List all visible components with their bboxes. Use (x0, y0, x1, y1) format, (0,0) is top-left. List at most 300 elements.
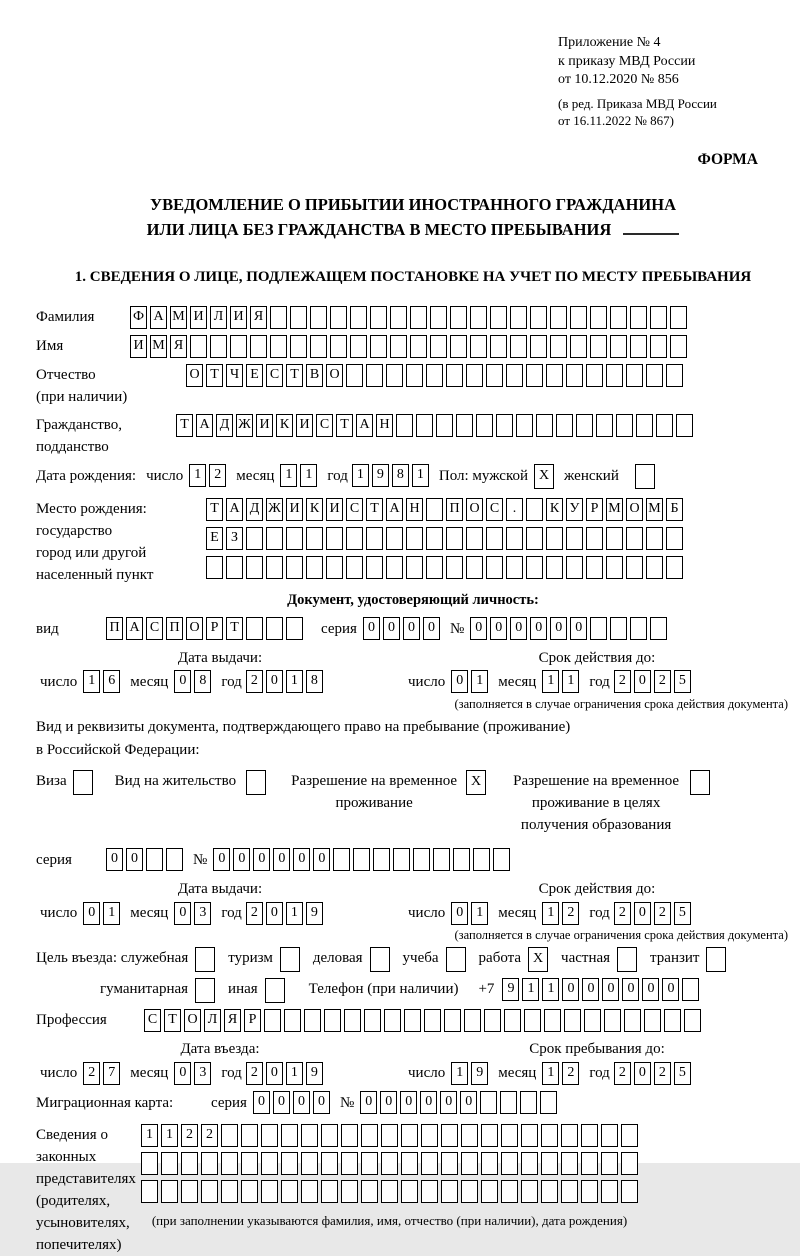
representative-cell[interactable] (421, 1124, 438, 1147)
birthplace-cell[interactable]: О (626, 498, 643, 521)
representative-cell[interactable] (541, 1180, 558, 1203)
birthplace-cell[interactable] (586, 556, 603, 579)
surname-cell[interactable] (290, 306, 307, 329)
birthplace-cell[interactable] (406, 527, 423, 550)
patronymic-cell[interactable]: Е (246, 364, 263, 387)
surname-cell[interactable] (470, 306, 487, 329)
birthplace-cell[interactable]: М (646, 498, 663, 521)
permit-number-cell[interactable]: 0 (233, 848, 250, 871)
patronymic-cell[interactable] (386, 364, 403, 387)
birthplace-cell[interactable]: С (346, 498, 363, 521)
permit-issue-year-cell[interactable]: 2 (246, 902, 263, 925)
sex-female-checkbox[interactable] (635, 464, 655, 489)
representative-cell[interactable] (401, 1180, 418, 1203)
birthplace-cell[interactable]: Т (206, 498, 223, 521)
migration-card-series-cell[interactable]: 0 (293, 1091, 310, 1114)
citizenship-cell[interactable] (456, 414, 473, 437)
birthplace-cell[interactable] (626, 527, 643, 550)
profession-cell[interactable] (584, 1009, 601, 1032)
permit-valid-month-cell[interactable]: 2 (562, 902, 579, 925)
birthplace-cell[interactable] (246, 556, 263, 579)
birthplace-cell[interactable]: А (386, 498, 403, 521)
permit-issue-year-cell[interactable]: 9 (306, 902, 323, 925)
patronymic-cell[interactable]: Ч (226, 364, 243, 387)
profession-cell[interactable] (384, 1009, 401, 1032)
surname-cell[interactable] (650, 306, 667, 329)
sex-male-checkbox[interactable]: X (534, 464, 554, 489)
patronymic-cell[interactable] (526, 364, 543, 387)
phone-cell[interactable]: 9 (502, 978, 519, 1001)
birthplace-cell[interactable] (206, 556, 223, 579)
representative-cell[interactable] (221, 1124, 238, 1147)
surname-cell[interactable] (430, 306, 447, 329)
citizenship-cell[interactable]: К (276, 414, 293, 437)
representative-cell[interactable]: 1 (161, 1124, 178, 1147)
birthplace-cell[interactable] (426, 527, 443, 550)
given-name-cell[interactable] (650, 335, 667, 358)
given-name-cell[interactable] (550, 335, 567, 358)
id-type-cell[interactable] (246, 617, 263, 640)
surname-cell[interactable] (590, 306, 607, 329)
given-name-cell[interactable] (510, 335, 527, 358)
representative-cell[interactable] (441, 1124, 458, 1147)
permit-valid-day-cell[interactable]: 0 (451, 902, 468, 925)
profession-cell[interactable] (404, 1009, 421, 1032)
id-number-cell[interactable]: 0 (510, 617, 527, 640)
birthplace-cell[interactable]: П (446, 498, 463, 521)
patronymic-cell[interactable] (366, 364, 383, 387)
birthplace-cell[interactable] (526, 556, 543, 579)
given-name-cell[interactable] (530, 335, 547, 358)
id-series-cell[interactable]: 0 (403, 617, 420, 640)
permit-number-cell[interactable]: 0 (273, 848, 290, 871)
profession-cell[interactable] (284, 1009, 301, 1032)
birthplace-cell[interactable] (266, 527, 283, 550)
migration-card-number-cell[interactable]: 0 (460, 1091, 477, 1114)
birth-year-cell[interactable]: 1 (412, 464, 429, 487)
representative-cell[interactable] (461, 1124, 478, 1147)
representative-cell[interactable] (441, 1152, 458, 1175)
id-valid-year-cell[interactable]: 0 (634, 670, 651, 693)
phone-cell[interactable]: 1 (542, 978, 559, 1001)
migration-card-number-cell[interactable]: 0 (380, 1091, 397, 1114)
birthplace-cell[interactable] (366, 527, 383, 550)
permit-issue-month-cell[interactable]: 3 (194, 902, 211, 925)
id-series-cell[interactable]: 0 (423, 617, 440, 640)
id-number-cell[interactable] (630, 617, 647, 640)
representative-cell[interactable] (601, 1180, 618, 1203)
permit-number-cell[interactable]: 0 (213, 848, 230, 871)
representative-cell[interactable] (481, 1152, 498, 1175)
surname-cell[interactable] (450, 306, 467, 329)
permit-number-cell[interactable] (473, 848, 490, 871)
surname-cell[interactable]: Ф (130, 306, 147, 329)
id-valid-month-cell[interactable]: 1 (562, 670, 579, 693)
birthplace-cell[interactable] (426, 556, 443, 579)
representative-cell[interactable] (181, 1180, 198, 1203)
representative-cell[interactable] (261, 1124, 278, 1147)
citizenship-cell[interactable]: А (196, 414, 213, 437)
representative-cell[interactable] (341, 1180, 358, 1203)
birthplace-cell[interactable] (506, 556, 523, 579)
representative-cell[interactable] (141, 1180, 158, 1203)
representative-cell[interactable] (161, 1152, 178, 1175)
id-series-cell[interactable]: 0 (383, 617, 400, 640)
citizenship-cell[interactable] (536, 414, 553, 437)
birth-day-cell[interactable]: 2 (209, 464, 226, 487)
birthplace-cell[interactable]: О (466, 498, 483, 521)
citizenship-cell[interactable] (576, 414, 593, 437)
profession-cell[interactable]: О (184, 1009, 201, 1032)
phone-cell[interactable]: 0 (582, 978, 599, 1001)
patronymic-cell[interactable] (546, 364, 563, 387)
permit-issue-year-cell[interactable]: 1 (286, 902, 303, 925)
patronymic-cell[interactable] (626, 364, 643, 387)
representative-cell[interactable] (201, 1152, 218, 1175)
birthplace-cell[interactable]: А (226, 498, 243, 521)
phone-cell[interactable]: 0 (562, 978, 579, 1001)
id-valid-day-cell[interactable]: 1 (471, 670, 488, 693)
id-issue-year-cell[interactable]: 8 (306, 670, 323, 693)
id-valid-day-cell[interactable]: 0 (451, 670, 468, 693)
patronymic-cell[interactable] (666, 364, 683, 387)
migration-card-series-cell[interactable]: 0 (253, 1091, 270, 1114)
entry-day-cell[interactable]: 2 (83, 1062, 100, 1085)
birthplace-cell[interactable] (386, 527, 403, 550)
birth-year-cell[interactable]: 9 (372, 464, 389, 487)
entry-year-cell[interactable]: 9 (306, 1062, 323, 1085)
given-name-cell[interactable] (250, 335, 267, 358)
birthplace-cell[interactable]: И (286, 498, 303, 521)
purpose-tourism-checkbox[interactable] (280, 947, 300, 972)
representative-cell[interactable] (241, 1180, 258, 1203)
patronymic-cell[interactable] (586, 364, 603, 387)
profession-cell[interactable] (464, 1009, 481, 1032)
representative-cell[interactable] (421, 1152, 438, 1175)
given-name-cell[interactable] (330, 335, 347, 358)
stay-month-cell[interactable]: 1 (542, 1062, 559, 1085)
purpose-humanitarian-checkbox[interactable] (195, 978, 215, 1003)
birthplace-cell[interactable] (306, 556, 323, 579)
birthplace-cell[interactable] (566, 527, 583, 550)
given-name-cell[interactable] (190, 335, 207, 358)
permit-number-cell[interactable] (493, 848, 510, 871)
citizenship-cell[interactable] (516, 414, 533, 437)
permit-number-cell[interactable] (453, 848, 470, 871)
citizenship-cell[interactable]: А (356, 414, 373, 437)
representative-cell[interactable] (461, 1180, 478, 1203)
residence-permit-checkbox[interactable] (246, 770, 266, 795)
representative-cell[interactable] (141, 1152, 158, 1175)
stay-day-cell[interactable]: 9 (471, 1062, 488, 1085)
representative-cell[interactable] (241, 1124, 258, 1147)
birthplace-cell[interactable] (546, 556, 563, 579)
permit-issue-month-cell[interactable]: 0 (174, 902, 191, 925)
permit-issue-year-cell[interactable]: 0 (266, 902, 283, 925)
patronymic-cell[interactable] (426, 364, 443, 387)
birthplace-cell[interactable] (346, 527, 363, 550)
given-name-cell[interactable] (310, 335, 327, 358)
given-name-cell[interactable] (630, 335, 647, 358)
birthplace-cell[interactable]: М (606, 498, 623, 521)
id-issue-day-cell[interactable]: 6 (103, 670, 120, 693)
citizenship-cell[interactable]: Н (376, 414, 393, 437)
surname-cell[interactable] (670, 306, 687, 329)
profession-cell[interactable] (444, 1009, 461, 1032)
citizenship-cell[interactable] (476, 414, 493, 437)
given-name-cell[interactable] (590, 335, 607, 358)
permit-issue-day-cell[interactable]: 0 (83, 902, 100, 925)
phone-cell[interactable] (682, 978, 699, 1001)
profession-cell[interactable] (504, 1009, 521, 1032)
migration-card-number-cell[interactable] (520, 1091, 537, 1114)
id-series-cell[interactable]: 0 (363, 617, 380, 640)
patronymic-cell[interactable] (466, 364, 483, 387)
visa-checkbox[interactable] (73, 770, 93, 795)
representative-cell[interactable] (541, 1124, 558, 1147)
representative-cell[interactable] (321, 1124, 338, 1147)
id-type-cell[interactable] (266, 617, 283, 640)
given-name-cell[interactable] (370, 335, 387, 358)
surname-cell[interactable] (310, 306, 327, 329)
entry-day-cell[interactable]: 7 (103, 1062, 120, 1085)
representative-cell[interactable] (301, 1180, 318, 1203)
representative-cell[interactable]: 2 (181, 1124, 198, 1147)
permit-number-cell[interactable] (393, 848, 410, 871)
representative-cell[interactable] (421, 1180, 438, 1203)
birthplace-cell[interactable]: К (546, 498, 563, 521)
patronymic-cell[interactable] (406, 364, 423, 387)
birthplace-cell[interactable] (486, 556, 503, 579)
representative-cell[interactable] (501, 1180, 518, 1203)
birth-month-cell[interactable]: 1 (300, 464, 317, 487)
citizenship-cell[interactable] (496, 414, 513, 437)
entry-month-cell[interactable]: 3 (194, 1062, 211, 1085)
id-issue-year-cell[interactable]: 1 (286, 670, 303, 693)
id-valid-year-cell[interactable]: 5 (674, 670, 691, 693)
birthplace-cell[interactable] (366, 556, 383, 579)
permit-issue-day-cell[interactable]: 1 (103, 902, 120, 925)
surname-cell[interactable] (610, 306, 627, 329)
purpose-official-checkbox[interactable] (195, 947, 215, 972)
temporary-residence-checkbox[interactable]: X (466, 770, 486, 795)
representative-cell[interactable] (381, 1152, 398, 1175)
profession-cell[interactable]: Т (164, 1009, 181, 1032)
permit-number-cell[interactable] (373, 848, 390, 871)
citizenship-cell[interactable] (596, 414, 613, 437)
permit-valid-year-cell[interactable]: 0 (634, 902, 651, 925)
birth-day-cell[interactable]: 1 (189, 464, 206, 487)
id-number-cell[interactable] (590, 617, 607, 640)
id-issue-month-cell[interactable]: 8 (194, 670, 211, 693)
citizenship-cell[interactable]: Т (336, 414, 353, 437)
given-name-cell[interactable] (410, 335, 427, 358)
representative-cell[interactable]: 1 (141, 1124, 158, 1147)
birthplace-cell[interactable] (546, 527, 563, 550)
representative-cell[interactable] (321, 1180, 338, 1203)
given-name-cell[interactable]: И (130, 335, 147, 358)
representative-cell[interactable] (601, 1124, 618, 1147)
patronymic-cell[interactable]: С (266, 364, 283, 387)
representative-cell[interactable] (341, 1152, 358, 1175)
purpose-private-checkbox[interactable] (617, 947, 637, 972)
birthplace-cell[interactable] (326, 556, 343, 579)
given-name-cell[interactable] (450, 335, 467, 358)
given-name-cell[interactable] (230, 335, 247, 358)
surname-cell[interactable] (390, 306, 407, 329)
profession-cell[interactable] (524, 1009, 541, 1032)
given-name-cell[interactable] (670, 335, 687, 358)
representative-cell[interactable]: 2 (201, 1124, 218, 1147)
profession-cell[interactable] (664, 1009, 681, 1032)
representative-cell[interactable] (601, 1152, 618, 1175)
surname-cell[interactable]: А (150, 306, 167, 329)
entry-month-cell[interactable]: 0 (174, 1062, 191, 1085)
purpose-business-checkbox[interactable] (370, 947, 390, 972)
id-number-cell[interactable] (610, 617, 627, 640)
representative-cell[interactable] (181, 1152, 198, 1175)
birthplace-cell[interactable] (286, 527, 303, 550)
profession-cell[interactable] (484, 1009, 501, 1032)
phone-cell[interactable]: 0 (642, 978, 659, 1001)
profession-cell[interactable] (564, 1009, 581, 1032)
representative-cell[interactable] (541, 1152, 558, 1175)
migration-card-number-cell[interactable]: 0 (420, 1091, 437, 1114)
birth-year-cell[interactable]: 8 (392, 464, 409, 487)
surname-cell[interactable]: И (230, 306, 247, 329)
representative-cell[interactable] (341, 1124, 358, 1147)
birthplace-cell[interactable] (626, 556, 643, 579)
phone-cell[interactable]: 0 (622, 978, 639, 1001)
representative-cell[interactable] (361, 1152, 378, 1175)
id-number-cell[interactable]: 0 (530, 617, 547, 640)
surname-cell[interactable] (630, 306, 647, 329)
patronymic-cell[interactable]: О (186, 364, 203, 387)
citizenship-cell[interactable] (636, 414, 653, 437)
representative-cell[interactable] (401, 1152, 418, 1175)
representative-cell[interactable] (441, 1180, 458, 1203)
citizenship-cell[interactable]: И (296, 414, 313, 437)
purpose-work-checkbox[interactable]: X (528, 947, 548, 972)
profession-cell[interactable]: С (144, 1009, 161, 1032)
given-name-cell[interactable] (290, 335, 307, 358)
birthplace-cell[interactable] (526, 498, 543, 521)
id-issue-year-cell[interactable]: 0 (266, 670, 283, 693)
id-issue-year-cell[interactable]: 2 (246, 670, 263, 693)
birthplace-cell[interactable] (346, 556, 363, 579)
birthplace-cell[interactable] (466, 556, 483, 579)
birthplace-cell[interactable]: Н (406, 498, 423, 521)
patronymic-cell[interactable] (486, 364, 503, 387)
permit-valid-year-cell[interactable]: 2 (654, 902, 671, 925)
birthplace-cell[interactable]: Е (206, 527, 223, 550)
migration-card-series-cell[interactable]: 0 (273, 1091, 290, 1114)
phone-cell[interactable]: 1 (522, 978, 539, 1001)
id-issue-month-cell[interactable]: 0 (174, 670, 191, 693)
patronymic-cell[interactable] (566, 364, 583, 387)
patronymic-cell[interactable]: В (306, 364, 323, 387)
representative-cell[interactable] (221, 1180, 238, 1203)
birthplace-cell[interactable] (646, 527, 663, 550)
id-type-cell[interactable]: Р (206, 617, 223, 640)
representative-cell[interactable] (581, 1152, 598, 1175)
id-valid-month-cell[interactable]: 1 (542, 670, 559, 693)
given-name-cell[interactable]: М (150, 335, 167, 358)
permit-number-cell[interactable] (433, 848, 450, 871)
birthplace-cell[interactable] (406, 556, 423, 579)
migration-card-number-cell[interactable] (480, 1091, 497, 1114)
surname-cell[interactable] (530, 306, 547, 329)
migration-card-number-cell[interactable] (500, 1091, 517, 1114)
surname-cell[interactable]: Я (250, 306, 267, 329)
profession-cell[interactable] (624, 1009, 641, 1032)
representative-cell[interactable] (381, 1124, 398, 1147)
birthplace-cell[interactable] (286, 556, 303, 579)
permit-number-cell[interactable]: 0 (253, 848, 270, 871)
id-number-cell[interactable]: 0 (490, 617, 507, 640)
representative-cell[interactable] (481, 1180, 498, 1203)
id-type-cell[interactable]: А (126, 617, 143, 640)
purpose-transit-checkbox[interactable] (706, 947, 726, 972)
migration-card-number-cell[interactable] (540, 1091, 557, 1114)
surname-cell[interactable] (350, 306, 367, 329)
representative-cell[interactable] (401, 1124, 418, 1147)
birthplace-cell[interactable]: Т (366, 498, 383, 521)
given-name-cell[interactable] (430, 335, 447, 358)
migration-card-series-cell[interactable]: 0 (313, 1091, 330, 1114)
representative-cell[interactable] (161, 1180, 178, 1203)
birthplace-cell[interactable] (666, 527, 683, 550)
citizenship-cell[interactable] (676, 414, 693, 437)
representative-cell[interactable] (521, 1124, 538, 1147)
birthplace-cell[interactable]: . (506, 498, 523, 521)
profession-cell[interactable] (344, 1009, 361, 1032)
surname-cell[interactable] (570, 306, 587, 329)
profession-cell[interactable]: Р (244, 1009, 261, 1032)
birthplace-cell[interactable] (646, 556, 663, 579)
birthplace-cell[interactable] (466, 527, 483, 550)
birthplace-cell[interactable] (226, 556, 243, 579)
permit-number-cell[interactable] (413, 848, 430, 871)
birthplace-cell[interactable] (566, 556, 583, 579)
given-name-cell[interactable] (490, 335, 507, 358)
birthplace-cell[interactable]: Б (666, 498, 683, 521)
representative-cell[interactable] (281, 1124, 298, 1147)
birthplace-cell[interactable] (586, 527, 603, 550)
birthplace-cell[interactable] (506, 527, 523, 550)
given-name-cell[interactable]: Я (170, 335, 187, 358)
representative-cell[interactable] (261, 1152, 278, 1175)
birthplace-cell[interactable]: И (326, 498, 343, 521)
surname-cell[interactable]: М (170, 306, 187, 329)
representative-cell[interactable] (201, 1180, 218, 1203)
profession-cell[interactable] (364, 1009, 381, 1032)
birthplace-cell[interactable] (526, 527, 543, 550)
surname-cell[interactable] (370, 306, 387, 329)
entry-year-cell[interactable]: 2 (246, 1062, 263, 1085)
representative-cell[interactable] (521, 1152, 538, 1175)
permit-valid-month-cell[interactable]: 1 (542, 902, 559, 925)
birthplace-cell[interactable] (486, 527, 503, 550)
profession-cell[interactable] (424, 1009, 441, 1032)
given-name-cell[interactable] (470, 335, 487, 358)
citizenship-cell[interactable] (416, 414, 433, 437)
citizenship-cell[interactable] (396, 414, 413, 437)
patronymic-cell[interactable]: Т (286, 364, 303, 387)
permit-number-cell[interactable] (333, 848, 350, 871)
stay-year-cell[interactable]: 2 (614, 1062, 631, 1085)
permit-number-cell[interactable]: 0 (293, 848, 310, 871)
